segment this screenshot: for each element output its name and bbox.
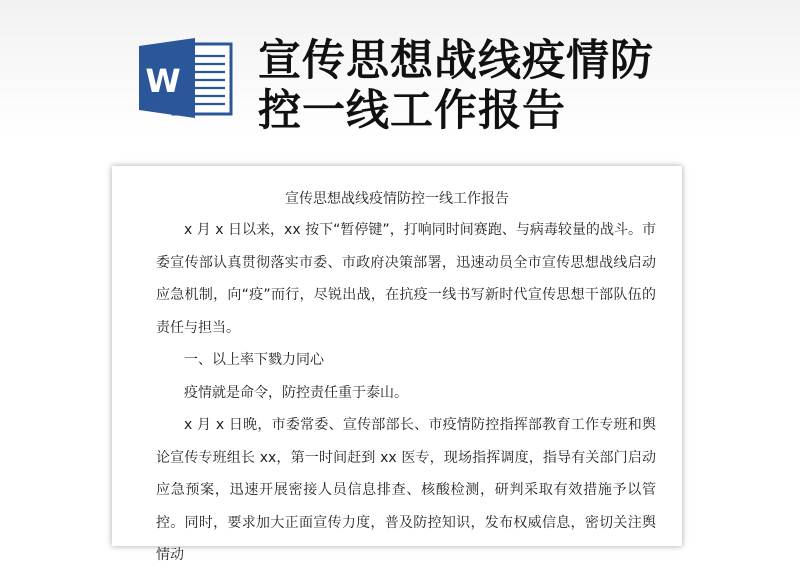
paragraph-3: x 月 x 日晚，市委常委、宣传部部长、市疫情防控指挥部教育工作专班和舆论宣传专班组长 xx，第一时间赶到 xx 医专，现场指挥调度，指导有关部门启动应急预案，迅速开展密接人员信息排查、核酸检测，研判采取有效措施予以管控。同时，要求加大正面宣传力度，普及防控知识，发布权威信息，密切关注舆情动 bbox=[156, 417, 656, 563]
document-body bbox=[156, 214, 656, 572]
document-title: 宣传思想战线疫情防控一线工作报告 bbox=[285, 191, 509, 207]
word-document-icon bbox=[139, 36, 235, 120]
document-page bbox=[112, 166, 682, 563]
header-banner bbox=[0, 0, 800, 140]
word-logo-letter: W bbox=[145, 62, 181, 100]
document-area bbox=[0, 140, 800, 563]
paragraph-2: 疫情就是命令，防控责任重于泰山。 bbox=[184, 384, 408, 401]
paragraph-1: x 月 x 日以来，xx 按下“暂停键”，打响同时间赛跑、与病毒较量的战斗。市委宣传部认真贯彻落实市委、市政府决策部署，迅速动员全市宣传思想战线启动应急机制，向“疫”而行，尽锐出战，在抗疫一线书写新时代宣传思想干部队伍的责任与担当。 bbox=[156, 222, 656, 336]
page-title-line-2: 控一线工作报告 bbox=[258, 86, 566, 136]
page-title bbox=[258, 36, 778, 136]
section-heading-1: 一、以上率下戮力同心 bbox=[184, 352, 324, 368]
page-title-line-1: 宣传思想战线疫情防 bbox=[258, 36, 654, 86]
